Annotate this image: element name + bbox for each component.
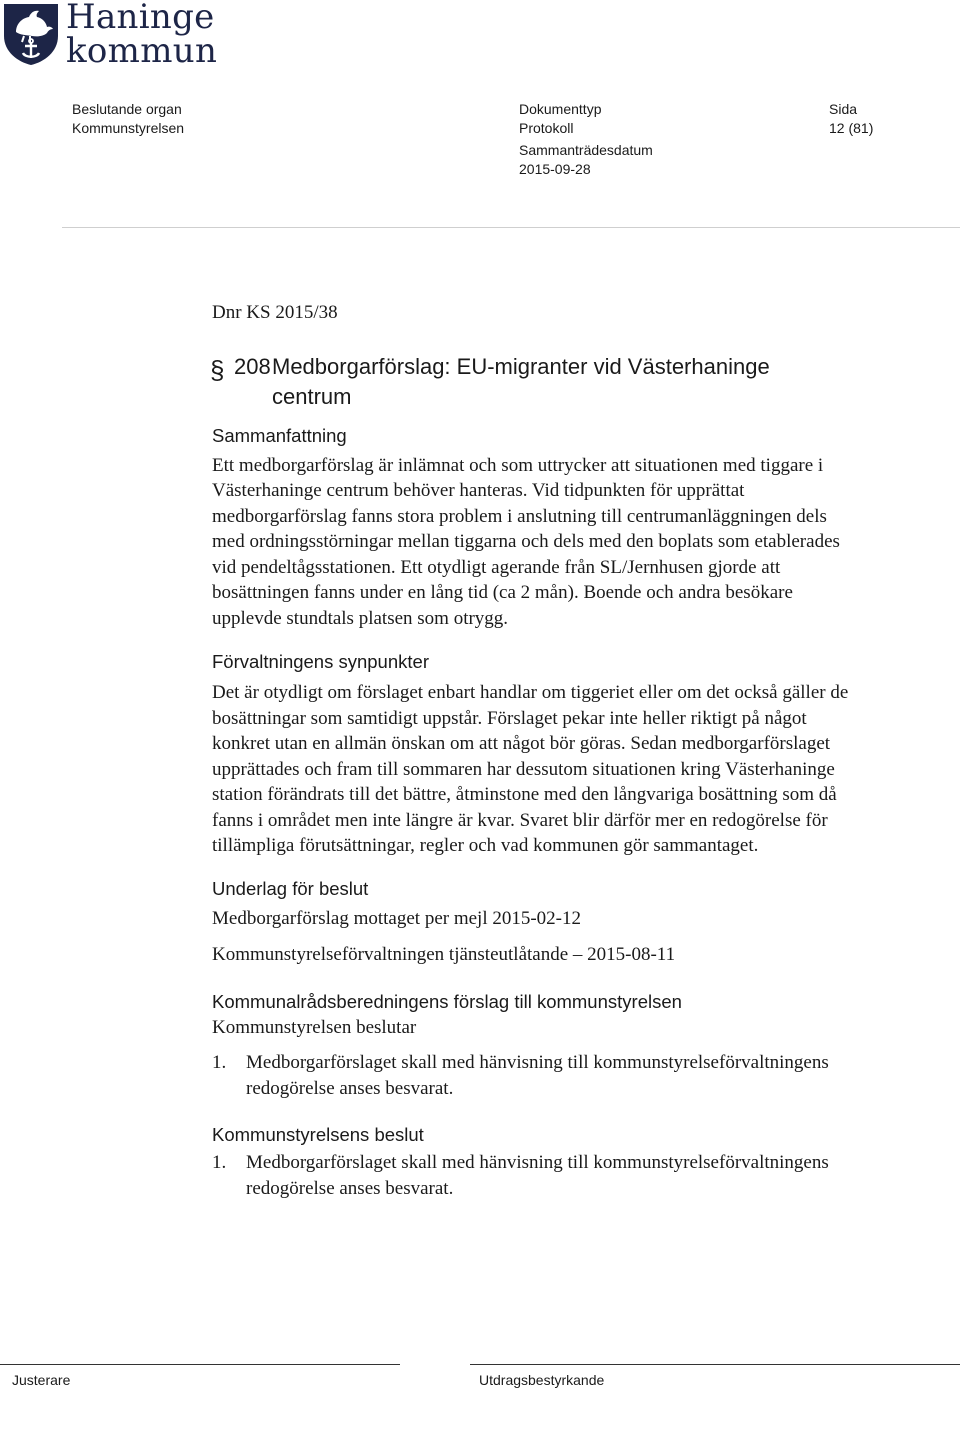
proposal-list — [212, 1050, 852, 1101]
logo-line-1: Haninge — [66, 0, 215, 37]
header-organ — [72, 100, 184, 138]
proposal-section — [212, 990, 852, 1102]
list-item-number: 1. — [212, 1052, 227, 1073]
decision-section — [212, 1123, 852, 1201]
page-value: 12 (81) — [829, 120, 874, 136]
section-title-text: Medborgarförslag: EU-migranter vid Västerhaninge centrum — [272, 353, 770, 409]
header-meeting-date — [519, 141, 653, 179]
haninge-logo — [0, 0, 230, 72]
decision-list — [212, 1150, 852, 1201]
document-body — [212, 300, 852, 1201]
basis-item-statement: Kommunstyrelseförvaltningen tjänsteutlåtande – 2015-08-11 — [212, 944, 676, 965]
list-item-number: 1. — [212, 1152, 227, 1173]
basis-section — [212, 877, 852, 968]
viewpoints-heading: Förvaltningens synpunkter — [212, 651, 429, 672]
list-item-text: Medborgarförslaget skall med hänvisning till kommunstyrelseförvaltningens redogörelse anses besvarat. — [246, 1152, 829, 1199]
list-item — [212, 1050, 852, 1101]
meeting-date-label: Sammanträdesdatum — [519, 142, 653, 158]
organ-value: Kommunstyrelsen — [72, 120, 185, 136]
logo-line-2: kommun — [66, 31, 218, 71]
header-page — [829, 100, 873, 138]
meeting-date-value: 2015-09-28 — [519, 161, 591, 177]
summary-heading: Sammanfattning — [212, 424, 347, 446]
viewpoints-section — [212, 650, 852, 859]
coat-of-arms-icon — [2, 2, 60, 66]
header-divider — [62, 227, 960, 228]
viewpoints-text: Det är otydligt om förslaget enbart handlar om tiggeriet eller om det också gäller de bosättningar som samtidigt uppstår. Förslaget pekar inte heller riktigt på något konkret utan en allmän önskan om att något bör göras. Sedan medborgarförslaget upprättades och fram till sommaren har dessutom situationen kring Västerhaninge station förändrats till det bättre, åtminstone med den långvariga bosättning som då fanns i området men inte längre är kvar. Svaret blir därför mer en redogörelse för tillämpliga förutsättningar, regler och vad kommunen gör sammantaget. — [212, 682, 849, 856]
summary-text: Ett medborgarförslag är inlämnat och som uttrycker att situationen med tiggare i Västerhaninge centrum behöver hanteras. Vid tidpunkten för upprättat medborgarförslag fanns stora problem i anslutning till centrumanläggningen dels med ordningsstörningar mellan tiggarna och dels med den boplats som etablerades vid pendeltågsstationen. Ett otydligt agerande från SL/Jernhusen gjorde att bosättningen fanns under en lång tid (ca 2 mån). Boende och andra besökare upplevde stundtals platsen som otrygg. — [212, 454, 840, 629]
basis-item-proposal: Medborgarförslag mottaget per mejl 2015-02-12 — [212, 907, 581, 929]
footer-certification-label: Utdragsbestyrkande — [479, 1372, 605, 1388]
summary-section — [212, 424, 852, 632]
page-label: Sida — [829, 101, 858, 117]
doctype-value: Protokoll — [519, 120, 574, 136]
doctype-label: Dokumenttyp — [519, 101, 602, 117]
proposal-subheading: Kommunstyrelsen beslutar — [212, 1016, 417, 1038]
list-item — [212, 1150, 852, 1201]
decision-heading: Kommunstyrelsens beslut — [212, 1124, 424, 1145]
basis-heading: Underlag för beslut — [212, 877, 369, 899]
section-title — [212, 352, 852, 412]
footer-divider-left — [0, 1364, 400, 1365]
header-doctype — [519, 100, 601, 138]
section-number: 208 — [234, 353, 271, 379]
paragraph-symbol: § — [210, 354, 225, 385]
case-number: Dnr KS 2015/38 — [212, 302, 338, 323]
proposal-heading: Kommunalrådsberedningens förslag till kommunstyrelsen — [212, 990, 682, 1012]
organ-label: Beslutande organ — [72, 101, 182, 117]
footer-divider-right — [470, 1364, 960, 1365]
footer-adjuster-label: Justerare — [12, 1372, 71, 1388]
list-item-text: Medborgarförslaget skall med hänvisning till kommunstyrelseförvaltningens redogörelse anses besvarat. — [246, 1052, 829, 1099]
logo-wordmark — [66, 0, 218, 71]
